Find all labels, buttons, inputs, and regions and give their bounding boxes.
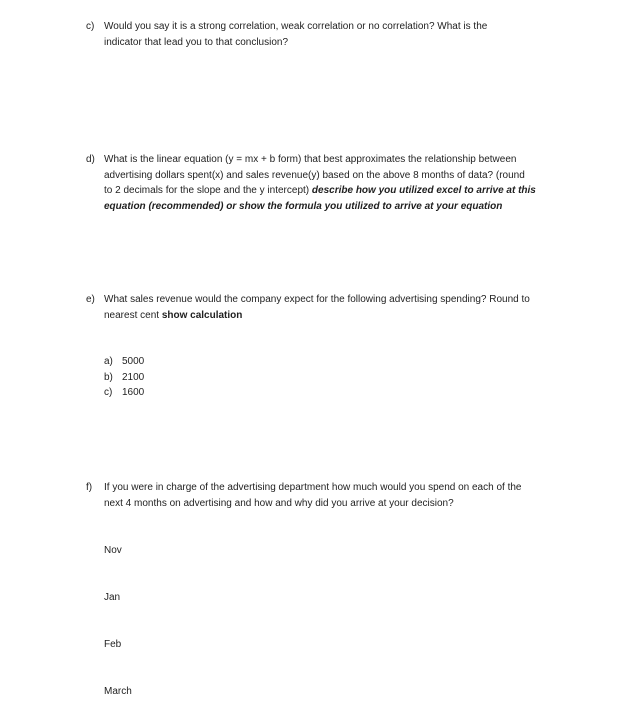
question-e-letter: e) — [86, 294, 95, 305]
sub-item-b-value: 2100 — [122, 371, 145, 383]
question-c-letter: c) — [86, 21, 95, 32]
question-e-line-1: What sales revenue would the company expect for the following advertising spending? Round to — [104, 294, 530, 305]
question-d-line-3-emphasis: describe how you utilized excel to arrive at this — [309, 185, 536, 196]
question-d — [86, 152, 566, 214]
question-c — [86, 19, 566, 50]
question-d-line-4-emphasis: equation (recommended) or show the formula you utilized to arrive at your equation — [104, 200, 503, 212]
sub-item-a — [104, 354, 144, 370]
question-c-line-1: Would you say it is a strong correlation, weak correlation or no correlation? What is the — [104, 21, 488, 32]
sub-item-c — [104, 385, 144, 401]
question-d-line-3 — [104, 183, 566, 199]
question-f-letter: f) — [86, 482, 93, 493]
month-label-jan: Jan — [104, 592, 121, 603]
question-f-line-2: next 4 months on advertising and how and why did you arrive at your decision? — [104, 497, 454, 509]
question-d-line-1: What is the linear equation (y = mx + b form) that best approximates the relationship between — [104, 154, 517, 165]
sub-item-a-letter: a) — [104, 356, 113, 367]
sub-item-a-value: 5000 — [122, 356, 145, 367]
month-label-march: March — [104, 686, 132, 697]
question-d-line-3-plain: to 2 decimals for the slope and the y intercept) — [104, 185, 310, 196]
sub-item-c-letter: c) — [104, 387, 113, 398]
question-d-line-2: advertising dollars spent(x) and sales revenue(y) based on the above 8 months of data? (round — [104, 169, 525, 181]
question-d-text — [104, 152, 566, 214]
question-c-line-2: indicator that lead you to that conclusion? — [104, 36, 289, 48]
question-f-line-1: If you were in charge of the advertising department how much would you spend on each of the — [104, 482, 522, 493]
month-label-nov: Nov — [104, 545, 122, 556]
question-e-line-2 — [104, 308, 566, 324]
question-d-letter: d) — [86, 154, 95, 165]
question-c-text — [104, 19, 566, 50]
question-e — [86, 292, 566, 323]
question-e-text — [104, 292, 566, 323]
month-label-feb: Feb — [104, 639, 122, 650]
question-e-sublist — [104, 354, 144, 401]
question-f-text — [104, 480, 566, 511]
sub-item-b-letter: b) — [104, 371, 113, 383]
sub-item-c-value: 1600 — [122, 387, 145, 398]
sub-item-b — [104, 370, 144, 386]
question-e-line-2-emphasis: show calculation — [161, 309, 243, 321]
question-e-line-2-plain: nearest cent — [104, 309, 162, 321]
question-f — [86, 480, 566, 511]
